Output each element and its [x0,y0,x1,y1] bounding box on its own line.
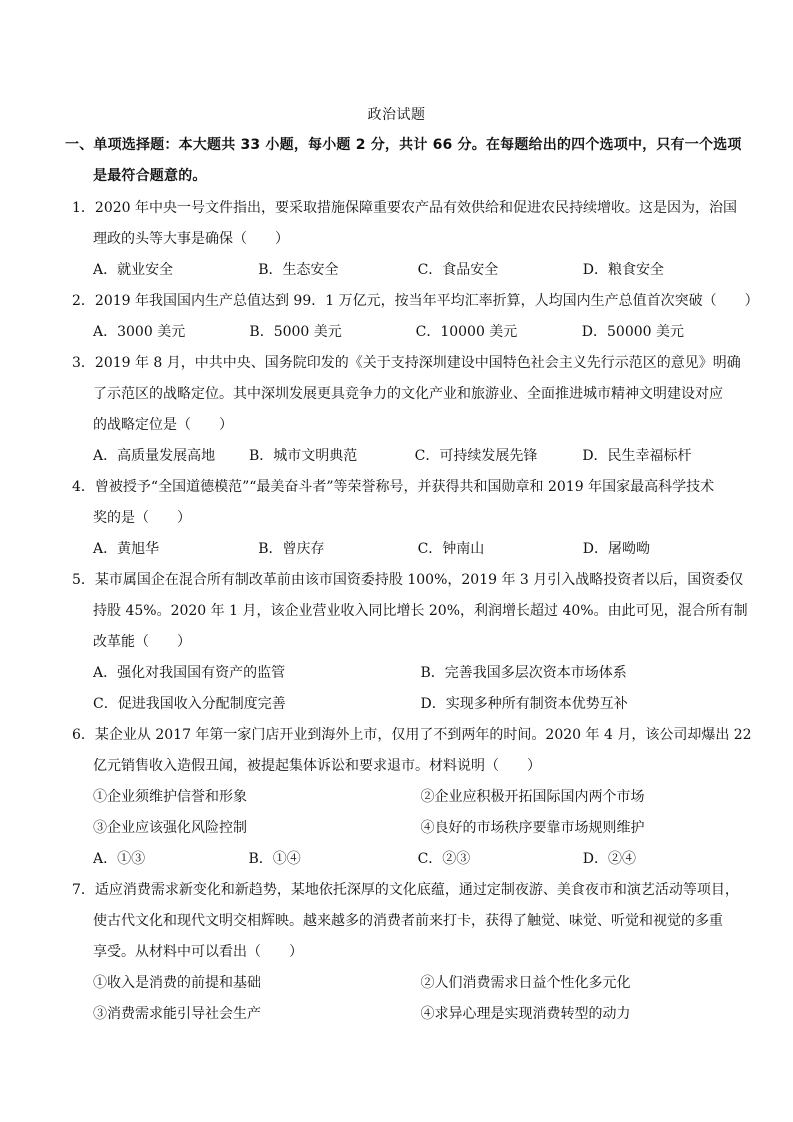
option-b[interactable]: B．①④ [248,851,301,867]
question-stem [72,193,748,255]
option-a[interactable]: A．①③ [93,851,146,867]
statements [72,968,748,999]
option-b[interactable]: B．城市文明典范 [248,448,358,464]
statement-3: ③消费需求能引导社会生产 [93,1006,261,1022]
option-c[interactable]: C．10000 美元 [415,324,518,340]
stem-line: 3．2019 年 8 月，中共中央、国务院印发的《关于支持深圳建设中国特色社会主义先行示范区的意见》明确 [72,355,741,371]
option-a[interactable]: A．就业安全 [93,262,174,278]
option-a[interactable]: A．高质量发展高地 [93,448,216,464]
section-line-1: 一、单项选择题：本大题共 33 小题，每小题 2 分，共计 66 分。在每题给出的四个选项中，只有一个选项 [65,137,742,153]
option-d[interactable]: D．屠呦呦 [582,541,651,557]
question-stem [72,875,748,968]
option-b[interactable]: B．5000 美元 [249,324,342,340]
option-b[interactable]: B．生态安全 [258,262,339,278]
option-c[interactable]: C．可持续发展先锋 [414,448,538,464]
option-a[interactable]: A．3000 美元 [93,324,186,340]
stem-line: 5．某市属国企在混合所有制改革前由该市国资委持股 100%，2019 年 3 月引入战略投资者以后，国资委仅 [72,572,744,588]
option-d[interactable]: D．50000 美元 [581,324,685,340]
options [72,317,748,348]
statement-1: ①企业须维护信誉和形象 [93,789,247,805]
question-stem [72,565,748,658]
option-d[interactable]: D．民生幸福标杆 [582,448,692,464]
stem-line: 4．曾被授予“全国道德模范”“最美奋斗者”等荣誉称号，并获得共和国勋章和 2019 年国家最高科学技术 [72,479,715,495]
statement-1: ①收入是消费的前提和基础 [93,975,261,991]
options [72,658,748,689]
statement-3: ③企业应该强化风险控制 [93,820,247,836]
option-c[interactable]: C．②③ [417,851,471,867]
statements [72,999,748,1030]
options [72,441,748,472]
question-stem [72,286,759,317]
option-c[interactable]: C．促进我国收入分配制度完善 [93,696,286,712]
stem-line: 改革能（ ） [93,634,191,650]
question-1 [72,193,748,286]
question-stem [72,348,748,441]
stem-line: 2．2019 年我国国内生产总值达到 99．1 万亿元，按当年平均汇率折算，人均国内生产总值首次突破（ ） [72,293,759,309]
stem-line: 了示范区的战略定位。其中深圳发展更具竞争力的文化产业和旅游业、全面推进城市精神文明建设对应 [93,386,723,402]
option-d[interactable]: D．粮食安全 [582,262,665,278]
statements [72,813,748,844]
stem-line: 7．适应消费需求新变化和新趋势，某地依托深厚的文化底蕴，通过定制夜游、美食夜市和演艺活动等项目， [72,882,739,898]
section-heading [65,130,752,192]
stem-line: 1．2020 年中央一号文件指出，要采取措施保障重要农产品有效供给和促进农民持续增收。这是因为，治国 [72,200,737,216]
stem-line: 享受。从材料中可以看出（ ） [93,944,303,960]
question-stem [72,472,748,534]
question-6 [72,720,752,875]
question-stem [72,720,752,782]
question-3 [72,348,748,472]
statement-2: ②人们消费需求日益个性化多元化 [420,975,631,991]
stem-line: 的战略定位是（ ） [93,417,233,433]
option-d[interactable]: D．实现多种所有制资本优势互补 [420,696,628,712]
option-b[interactable]: B．曾庆存 [258,541,325,557]
statements [72,782,748,813]
question-5 [72,565,748,720]
stem-line: 理政的头等大事是确保（ ） [93,231,289,247]
question-7 [72,875,748,1030]
stem-line: 亿元销售收入造假丑闻，被提起集体诉讼和要求退市。材料说明（ ） [93,758,541,774]
stem-line: 持股 45%。2020 年 1 月，该企业营业收入同比增长 20%，利润增长超过 40%。由此可见，混合所有制 [93,603,748,619]
option-a[interactable]: A．强化对我国国有资产的监管 [93,665,286,681]
section-line-2: 是最符合题意的。 [93,168,207,184]
stem-line: 6．某企业从 2017 年第一家门店开业到海外上市，仅用了不到两年的时间。2020 年 4 月，该公司却爆出 22 [72,727,752,743]
question-4 [72,472,748,565]
option-b[interactable]: B．完善我国多层次资本市场体系 [420,665,627,681]
option-c[interactable]: C．食品安全 [417,262,499,278]
page-title: 政治试题 [367,107,426,123]
stem-line: 使古代文化和现代文明交相辉映。越来越多的消费者前来打卡，获得了触觉、味觉、听觉和视觉的多重 [93,913,723,929]
stem-line: 奖的是（ ） [93,510,191,526]
statement-4: ④良好的市场秩序要靠市场规则维护 [420,820,645,836]
options [72,844,748,875]
options [72,689,748,720]
question-2 [72,286,759,348]
statement-4: ④求异心理是实现消费转型的动力 [420,1006,631,1022]
statement-2: ②企业应积极开拓国际国内两个市场 [420,789,645,805]
option-c[interactable]: C．钟南山 [417,541,485,557]
option-d[interactable]: D．②④ [582,851,637,867]
options [72,534,748,565]
options [72,255,748,286]
option-a[interactable]: A．黄旭华 [93,541,160,557]
